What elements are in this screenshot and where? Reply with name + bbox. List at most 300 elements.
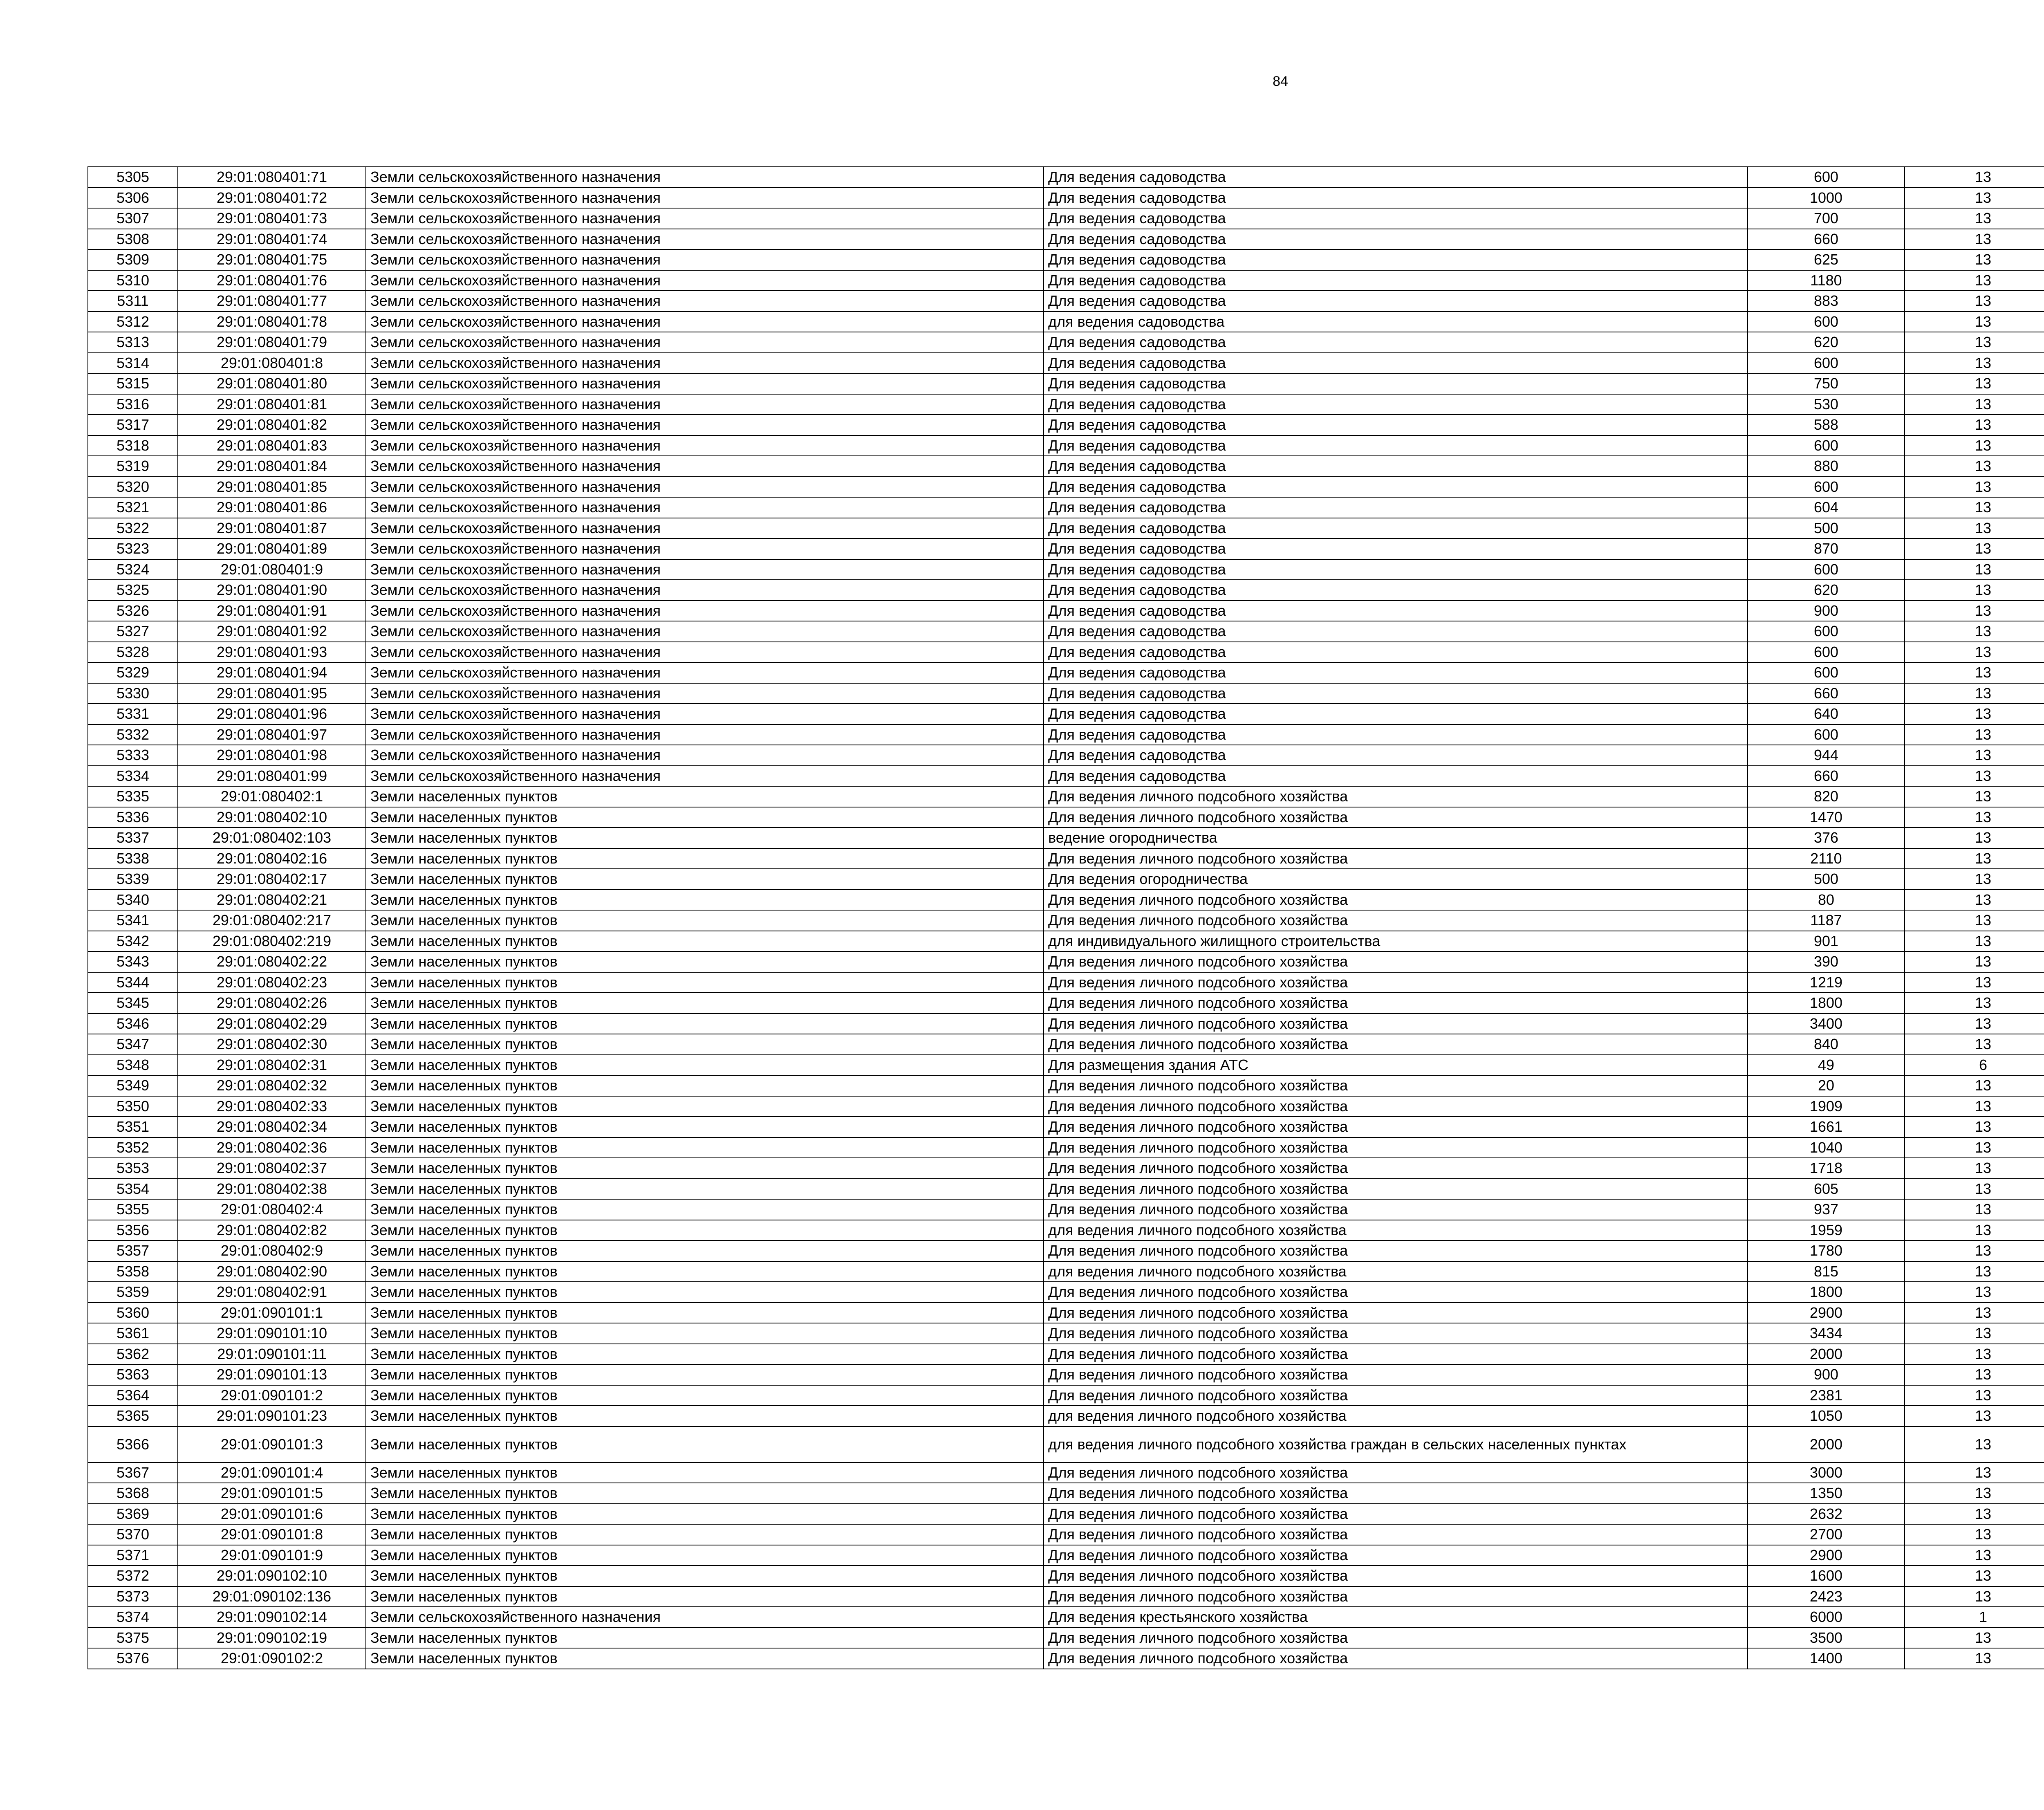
- permitted-use-cell: Для ведения личного подсобного хозяйства: [1044, 1282, 1748, 1303]
- area-cell: 900: [1748, 601, 1905, 621]
- permitted-use-cell: Для ведения садоводства: [1044, 559, 1748, 580]
- permitted-use-cell: Для ведения личного подсобного хозяйства: [1044, 910, 1748, 931]
- table-row: [88, 559, 2044, 580]
- land-category-cell: Земли населенных пунктов: [366, 1406, 1044, 1426]
- permitted-use-cell: Для ведения личного подсобного хозяйства: [1044, 1483, 1748, 1504]
- row-number-cell: 5331: [88, 704, 178, 724]
- area-cell: 901: [1748, 931, 1905, 952]
- row-number-cell: 5317: [88, 415, 178, 435]
- group-cell: 13: [1905, 373, 2044, 394]
- group-cell: 13: [1905, 951, 2044, 972]
- table-row: [88, 601, 2044, 621]
- group-cell: 13: [1905, 1504, 2044, 1525]
- table-row: [88, 1137, 2044, 1158]
- group-cell: 13: [1905, 1117, 2044, 1137]
- cadastral-number-cell: 29:01:080402:29: [178, 1014, 366, 1034]
- land-category-cell: Земли сельскохозяйственного назначения: [366, 477, 1044, 498]
- table-row: [88, 621, 2044, 642]
- group-cell: 13: [1905, 1075, 2044, 1096]
- group-cell: 13: [1905, 208, 2044, 229]
- land-category-cell: Земли населенных пунктов: [366, 1524, 1044, 1545]
- permitted-use-cell: Для ведения личного подсобного хозяйства: [1044, 1504, 1748, 1525]
- group-cell: 13: [1905, 1220, 2044, 1241]
- permitted-use-cell: Для ведения личного подсобного хозяйства: [1044, 1096, 1748, 1117]
- table-row: [88, 415, 2044, 435]
- cadastral-number-cell: 29:01:090101:13: [178, 1364, 366, 1385]
- cadastral-number-cell: 29:01:080402:9: [178, 1240, 366, 1261]
- row-number-cell: 5361: [88, 1323, 178, 1344]
- row-number-cell: 5367: [88, 1462, 178, 1483]
- permitted-use-cell: Для ведения личного подсобного хозяйства: [1044, 1524, 1748, 1545]
- group-cell: 13: [1905, 559, 2044, 580]
- cadastral-number-cell: 29:01:080402:17: [178, 869, 366, 890]
- permitted-use-cell: Для ведения садоводства: [1044, 456, 1748, 477]
- group-cell: 13: [1905, 1303, 2044, 1323]
- group-cell: 13: [1905, 1261, 2044, 1282]
- table-row: [88, 951, 2044, 972]
- row-number-cell: 5316: [88, 394, 178, 415]
- cadastral-number-cell: 29:01:080401:71: [178, 167, 366, 188]
- permitted-use-cell: Для ведения личного подсобного хозяйства: [1044, 972, 1748, 993]
- table-row: [88, 745, 2044, 766]
- land-category-cell: Земли сельскохозяйственного назначения: [366, 745, 1044, 766]
- table-row: [88, 1628, 2044, 1649]
- row-number-cell: 5366: [88, 1426, 178, 1462]
- group-cell: 13: [1905, 972, 2044, 993]
- area-cell: 588: [1748, 415, 1905, 435]
- cadastral-number-cell: 29:01:080402:21: [178, 890, 366, 911]
- cadastral-number-cell: 29:01:080401:96: [178, 704, 366, 724]
- area-cell: 2000: [1748, 1426, 1905, 1462]
- group-cell: 13: [1905, 724, 2044, 745]
- land-category-cell: Земли населенных пунктов: [366, 828, 1044, 848]
- land-category-cell: Земли сельскохозяйственного назначения: [366, 580, 1044, 601]
- row-number-cell: 5353: [88, 1158, 178, 1179]
- table-row: [88, 1240, 2044, 1261]
- group-cell: 13: [1905, 745, 2044, 766]
- group-cell: 13: [1905, 435, 2044, 456]
- cadastral-number-cell: 29:01:090101:10: [178, 1323, 366, 1344]
- area-cell: 1600: [1748, 1566, 1905, 1586]
- cadastral-number-cell: 29:01:080402:23: [178, 972, 366, 993]
- permitted-use-cell: Для ведения личного подсобного хозяйства: [1044, 848, 1748, 869]
- land-category-cell: Земли населенных пунктов: [366, 1220, 1044, 1241]
- permitted-use-cell: для ведения личного подсобного хозяйства граждан в сельских населенных пунктах: [1044, 1426, 1748, 1462]
- area-cell: 660: [1748, 683, 1905, 704]
- group-cell: 13: [1905, 1282, 2044, 1303]
- row-number-cell: 5335: [88, 786, 178, 807]
- table-row: [88, 312, 2044, 332]
- land-category-cell: Земли сельскохозяйственного назначения: [366, 766, 1044, 787]
- area-cell: 1040: [1748, 1137, 1905, 1158]
- land-category-cell: Земли населенных пунктов: [366, 1586, 1044, 1607]
- area-cell: 1000: [1748, 188, 1905, 209]
- area-cell: 660: [1748, 229, 1905, 250]
- row-number-cell: 5320: [88, 477, 178, 498]
- area-cell: 1959: [1748, 1220, 1905, 1241]
- permitted-use-cell: Для ведения крестьянского хозяйства: [1044, 1607, 1748, 1628]
- table-row: [88, 848, 2044, 869]
- land-category-cell: Земли населенных пунктов: [366, 1462, 1044, 1483]
- row-number-cell: 5322: [88, 518, 178, 539]
- cadastral-number-cell: 29:01:080402:90: [178, 1261, 366, 1282]
- area-cell: 2700: [1748, 1524, 1905, 1545]
- cadastral-number-cell: 29:01:080402:4: [178, 1199, 366, 1220]
- row-number-cell: 5342: [88, 931, 178, 952]
- table-row: [88, 1303, 2044, 1323]
- cadastral-number-cell: 29:01:090101:3: [178, 1426, 366, 1462]
- group-cell: 13: [1905, 167, 2044, 188]
- permitted-use-cell: Для ведения личного подсобного хозяйства: [1044, 786, 1748, 807]
- group-cell: 13: [1905, 291, 2044, 312]
- group-cell: 13: [1905, 1364, 2044, 1385]
- group-cell: 13: [1905, 353, 2044, 374]
- permitted-use-cell: Для ведения личного подсобного хозяйства: [1044, 1323, 1748, 1344]
- land-category-cell: Земли сельскохозяйственного назначения: [366, 270, 1044, 291]
- group-cell: 13: [1905, 662, 2044, 683]
- row-number-cell: 5370: [88, 1524, 178, 1545]
- land-category-cell: Земли населенных пунктов: [366, 786, 1044, 807]
- row-number-cell: 5308: [88, 229, 178, 250]
- group-cell: 13: [1905, 1179, 2044, 1200]
- permitted-use-cell: Для ведения личного подсобного хозяйства: [1044, 1648, 1748, 1669]
- group-cell: 13: [1905, 1385, 2044, 1406]
- group-cell: 13: [1905, 249, 2044, 270]
- area-cell: 2632: [1748, 1504, 1905, 1525]
- permitted-use-cell: Для ведения садоводства: [1044, 167, 1748, 188]
- permitted-use-cell: Для ведения садоводства: [1044, 621, 1748, 642]
- group-cell: 13: [1905, 477, 2044, 498]
- group-cell: 13: [1905, 1462, 2044, 1483]
- cadastral-number-cell: 29:01:080401:86: [178, 497, 366, 518]
- area-cell: 944: [1748, 745, 1905, 766]
- permitted-use-cell: Для ведения садоводства: [1044, 518, 1748, 539]
- row-number-cell: 5310: [88, 270, 178, 291]
- table-row: [88, 1075, 2044, 1096]
- table-row: [88, 662, 2044, 683]
- group-cell: 13: [1905, 1158, 2044, 1179]
- permitted-use-cell: Для ведения личного подсобного хозяйства: [1044, 807, 1748, 828]
- row-number-cell: 5312: [88, 312, 178, 332]
- table-row: [88, 1483, 2044, 1504]
- permitted-use-cell: Для ведения садоводства: [1044, 497, 1748, 518]
- area-cell: 640: [1748, 704, 1905, 724]
- table-row: [88, 1364, 2044, 1385]
- area-cell: 1050: [1748, 1406, 1905, 1426]
- cadastral-number-cell: 29:01:080402:103: [178, 828, 366, 848]
- land-category-cell: Земли сельскохозяйственного назначения: [366, 435, 1044, 456]
- group-cell: 13: [1905, 1034, 2044, 1055]
- table-row: [88, 1648, 2044, 1669]
- group-cell: 13: [1905, 1524, 2044, 1545]
- area-cell: 2423: [1748, 1586, 1905, 1607]
- permitted-use-cell: Для ведения садоводства: [1044, 662, 1748, 683]
- land-category-cell: Земли сельскохозяйственного назначения: [366, 249, 1044, 270]
- group-cell: 13: [1905, 188, 2044, 209]
- table-row: [88, 931, 2044, 952]
- row-number-cell: 5332: [88, 724, 178, 745]
- permitted-use-cell: Для ведения личного подсобного хозяйства: [1044, 1199, 1748, 1220]
- area-cell: 1180: [1748, 270, 1905, 291]
- area-cell: 600: [1748, 662, 1905, 683]
- permitted-use-cell: Для ведения личного подсобного хозяйства: [1044, 1117, 1748, 1137]
- permitted-use-cell: Для ведения садоводства: [1044, 249, 1748, 270]
- table-row: [88, 1566, 2044, 1586]
- table-row: [88, 1055, 2044, 1076]
- table-row: [88, 291, 2044, 312]
- table-row: [88, 1282, 2044, 1303]
- permitted-use-cell: Для ведения садоводства: [1044, 394, 1748, 415]
- row-number-cell: 5376: [88, 1648, 178, 1669]
- area-cell: 620: [1748, 332, 1905, 353]
- table-row: [88, 786, 2044, 807]
- land-category-cell: Земли сельскохозяйственного назначения: [366, 497, 1044, 518]
- land-category-cell: Земли сельскохозяйственного назначения: [366, 312, 1044, 332]
- row-number-cell: 5364: [88, 1385, 178, 1406]
- permitted-use-cell: Для ведения личного подсобного хозяйства: [1044, 1179, 1748, 1200]
- area-cell: 1400: [1748, 1648, 1905, 1669]
- cadastral-number-cell: 29:01:090101:11: [178, 1344, 366, 1365]
- row-number-cell: 5337: [88, 828, 178, 848]
- group-cell: 13: [1905, 1199, 2044, 1220]
- row-number-cell: 5351: [88, 1117, 178, 1137]
- land-category-cell: Земли населенных пунктов: [366, 890, 1044, 911]
- land-category-cell: Земли населенных пунктов: [366, 1628, 1044, 1649]
- row-number-cell: 5305: [88, 167, 178, 188]
- row-number-cell: 5357: [88, 1240, 178, 1261]
- row-number-cell: 5356: [88, 1220, 178, 1241]
- cadastral-number-cell: 29:01:080402:34: [178, 1117, 366, 1137]
- group-cell: 13: [1905, 890, 2044, 911]
- land-category-cell: Земли населенных пунктов: [366, 1483, 1044, 1504]
- area-cell: 600: [1748, 559, 1905, 580]
- cadastral-number-cell: 29:01:080402:217: [178, 910, 366, 931]
- cadastral-number-cell: 29:01:090101:4: [178, 1462, 366, 1483]
- row-number-cell: 5349: [88, 1075, 178, 1096]
- table-row: [88, 1344, 2044, 1365]
- row-number-cell: 5341: [88, 910, 178, 931]
- area-cell: 880: [1748, 456, 1905, 477]
- group-cell: 13: [1905, 1240, 2044, 1261]
- table-row: [88, 1034, 2044, 1055]
- row-number-cell: 5354: [88, 1179, 178, 1200]
- row-number-cell: 5343: [88, 951, 178, 972]
- table-row: [88, 828, 2044, 848]
- row-number-cell: 5324: [88, 559, 178, 580]
- land-category-cell: Земли сельскохозяйственного назначения: [366, 415, 1044, 435]
- area-cell: 937: [1748, 1199, 1905, 1220]
- table-row: [88, 1261, 2044, 1282]
- table-row: [88, 538, 2044, 559]
- group-cell: 1: [1905, 1607, 2044, 1628]
- land-category-cell: Земли сельскохозяйственного назначения: [366, 1607, 1044, 1628]
- row-number-cell: 5339: [88, 869, 178, 890]
- cadastral-number-cell: 29:01:080402:36: [178, 1137, 366, 1158]
- table-row: [88, 497, 2044, 518]
- permitted-use-cell: для индивидуального жилищного строительства: [1044, 931, 1748, 952]
- row-number-cell: 5350: [88, 1096, 178, 1117]
- area-cell: 700: [1748, 208, 1905, 229]
- cadastral-number-cell: 29:01:080401:93: [178, 642, 366, 663]
- group-cell: 6: [1905, 1055, 2044, 1076]
- permitted-use-cell: Для ведения личного подсобного хозяйства: [1044, 993, 1748, 1014]
- table-row: [88, 167, 2044, 188]
- cadastral-number-cell: 29:01:080401:80: [178, 373, 366, 394]
- row-number-cell: 5314: [88, 353, 178, 374]
- land-category-cell: Земли населенных пунктов: [366, 1014, 1044, 1034]
- area-cell: 604: [1748, 497, 1905, 518]
- table-row: [88, 704, 2044, 724]
- group-cell: 13: [1905, 601, 2044, 621]
- group-cell: 13: [1905, 1545, 2044, 1566]
- land-category-cell: Земли сельскохозяйственного назначения: [366, 601, 1044, 621]
- land-category-cell: Земли населенных пунктов: [366, 1344, 1044, 1365]
- permitted-use-cell: Для ведения садоводства: [1044, 208, 1748, 229]
- permitted-use-cell: Для ведения личного подсобного хозяйства: [1044, 1628, 1748, 1649]
- group-cell: 13: [1905, 910, 2044, 931]
- area-cell: 500: [1748, 869, 1905, 890]
- group-cell: 13: [1905, 1323, 2044, 1344]
- area-cell: 840: [1748, 1034, 1905, 1055]
- area-cell: 1780: [1748, 1240, 1905, 1261]
- table-row: [88, 1158, 2044, 1179]
- table-row: [88, 249, 2044, 270]
- table-row: [88, 1586, 2044, 1607]
- land-category-cell: Земли населенных пунктов: [366, 1426, 1044, 1462]
- table-row: [88, 188, 2044, 209]
- permitted-use-cell: для ведения личного подсобного хозяйства: [1044, 1261, 1748, 1282]
- permitted-use-cell: Для ведения садоводства: [1044, 601, 1748, 621]
- area-cell: 600: [1748, 312, 1905, 332]
- row-number-cell: 5340: [88, 890, 178, 911]
- row-number-cell: 5338: [88, 848, 178, 869]
- group-cell: 13: [1905, 394, 2044, 415]
- row-number-cell: 5375: [88, 1628, 178, 1649]
- land-category-cell: Земли населенных пунктов: [366, 1137, 1044, 1158]
- row-number-cell: 5323: [88, 538, 178, 559]
- group-cell: 13: [1905, 1426, 2044, 1462]
- area-cell: 500: [1748, 518, 1905, 539]
- area-cell: 820: [1748, 786, 1905, 807]
- table-row: [88, 724, 2044, 745]
- cadastral-number-cell: 29:01:080402:26: [178, 993, 366, 1014]
- cadastral-number-cell: 29:01:080402:1: [178, 786, 366, 807]
- permitted-use-cell: Для ведения садоводства: [1044, 353, 1748, 374]
- land-category-cell: Земли населенных пунктов: [366, 1282, 1044, 1303]
- area-cell: 1718: [1748, 1158, 1905, 1179]
- land-category-cell: Земли населенных пунктов: [366, 1303, 1044, 1323]
- table-row: [88, 1220, 2044, 1241]
- land-category-cell: Земли населенных пунктов: [366, 1075, 1044, 1096]
- land-category-cell: Земли сельскохозяйственного назначения: [366, 167, 1044, 188]
- land-category-cell: Земли населенных пунктов: [366, 931, 1044, 952]
- cadastral-number-cell: 29:01:080402:16: [178, 848, 366, 869]
- land-category-cell: Земли сельскохозяйственного назначения: [366, 229, 1044, 250]
- row-number-cell: 5330: [88, 683, 178, 704]
- group-cell: 13: [1905, 807, 2044, 828]
- page-number: 84: [1273, 74, 1288, 89]
- cadastral-number-cell: 29:01:080402:30: [178, 1034, 366, 1055]
- area-cell: 1661: [1748, 1117, 1905, 1137]
- table-row: [88, 229, 2044, 250]
- area-cell: 1187: [1748, 910, 1905, 931]
- cadastral-number-cell: 29:01:090102:19: [178, 1628, 366, 1649]
- area-cell: 3000: [1748, 1462, 1905, 1483]
- row-number-cell: 5368: [88, 1483, 178, 1504]
- cadastral-number-cell: 29:01:090102:2: [178, 1648, 366, 1669]
- cadastral-number-cell: 29:01:080402:91: [178, 1282, 366, 1303]
- land-category-cell: Земли населенных пунктов: [366, 993, 1044, 1014]
- permitted-use-cell: Для ведения садоводства: [1044, 580, 1748, 601]
- cadastral-number-cell: 29:01:080401:72: [178, 188, 366, 209]
- table-row: [88, 1117, 2044, 1137]
- row-number-cell: 5355: [88, 1199, 178, 1220]
- table-row: [88, 208, 2044, 229]
- area-cell: 620: [1748, 580, 1905, 601]
- group-cell: 13: [1905, 621, 2044, 642]
- permitted-use-cell: Для ведения личного подсобного хозяйства: [1044, 1137, 1748, 1158]
- table-row: [88, 890, 2044, 911]
- land-category-cell: Земли сельскохозяйственного назначения: [366, 642, 1044, 663]
- permitted-use-cell: Для ведения личного подсобного хозяйства: [1044, 1566, 1748, 1586]
- cadastral-number-cell: 29:01:080401:8: [178, 353, 366, 374]
- row-number-cell: 5321: [88, 497, 178, 518]
- row-number-cell: 5327: [88, 621, 178, 642]
- group-cell: 13: [1905, 1483, 2044, 1504]
- land-category-cell: Земли населенных пунктов: [366, 1648, 1044, 1669]
- land-category-cell: Земли населенных пунктов: [366, 1034, 1044, 1055]
- table-row: [88, 1504, 2044, 1525]
- land-category-cell: Земли населенных пунктов: [366, 1566, 1044, 1586]
- area-cell: 1800: [1748, 1282, 1905, 1303]
- table-row: [88, 394, 2044, 415]
- permitted-use-cell: Для ведения личного подсобного хозяйства: [1044, 1034, 1748, 1055]
- land-category-cell: Земли населенных пунктов: [366, 1117, 1044, 1137]
- permitted-use-cell: Для ведения личного подсобного хозяйства: [1044, 1385, 1748, 1406]
- permitted-use-cell: Для ведения садоводства: [1044, 704, 1748, 724]
- cadastral-number-cell: 29:01:080401:82: [178, 415, 366, 435]
- table-row: [88, 1462, 2044, 1483]
- row-number-cell: 5347: [88, 1034, 178, 1055]
- permitted-use-cell: Для ведения личного подсобного хозяйства: [1044, 1075, 1748, 1096]
- cadastral-number-cell: 29:01:080402:82: [178, 1220, 366, 1241]
- table-row: [88, 1545, 2044, 1566]
- group-cell: 13: [1905, 456, 2044, 477]
- group-cell: 13: [1905, 1137, 2044, 1158]
- land-category-cell: Земли населенных пунктов: [366, 1323, 1044, 1344]
- cadastral-number-cell: 29:01:080402:31: [178, 1055, 366, 1076]
- permitted-use-cell: Для ведения личного подсобного хозяйства: [1044, 1303, 1748, 1323]
- cadastral-number-cell: 29:01:080401:85: [178, 477, 366, 498]
- land-category-cell: Земли сельскохозяйственного назначения: [366, 538, 1044, 559]
- cadastral-number-cell: 29:01:080401:79: [178, 332, 366, 353]
- group-cell: 13: [1905, 869, 2044, 890]
- area-cell: 600: [1748, 167, 1905, 188]
- area-cell: 1350: [1748, 1483, 1905, 1504]
- group-cell: 13: [1905, 1566, 2044, 1586]
- permitted-use-cell: Для ведения личного подсобного хозяйства: [1044, 1364, 1748, 1385]
- cadastral-number-cell: 29:01:080402:219: [178, 931, 366, 952]
- group-cell: 13: [1905, 1406, 2044, 1426]
- cadastral-number-cell: 29:01:080401:95: [178, 683, 366, 704]
- cadastral-number-cell: 29:01:080401:99: [178, 766, 366, 787]
- row-number-cell: 5336: [88, 807, 178, 828]
- permitted-use-cell: Для ведения личного подсобного хозяйства: [1044, 1462, 1748, 1483]
- area-cell: 625: [1748, 249, 1905, 270]
- table-row: [88, 270, 2044, 291]
- cadastral-number-cell: 29:01:090102:10: [178, 1566, 366, 1586]
- area-cell: 883: [1748, 291, 1905, 312]
